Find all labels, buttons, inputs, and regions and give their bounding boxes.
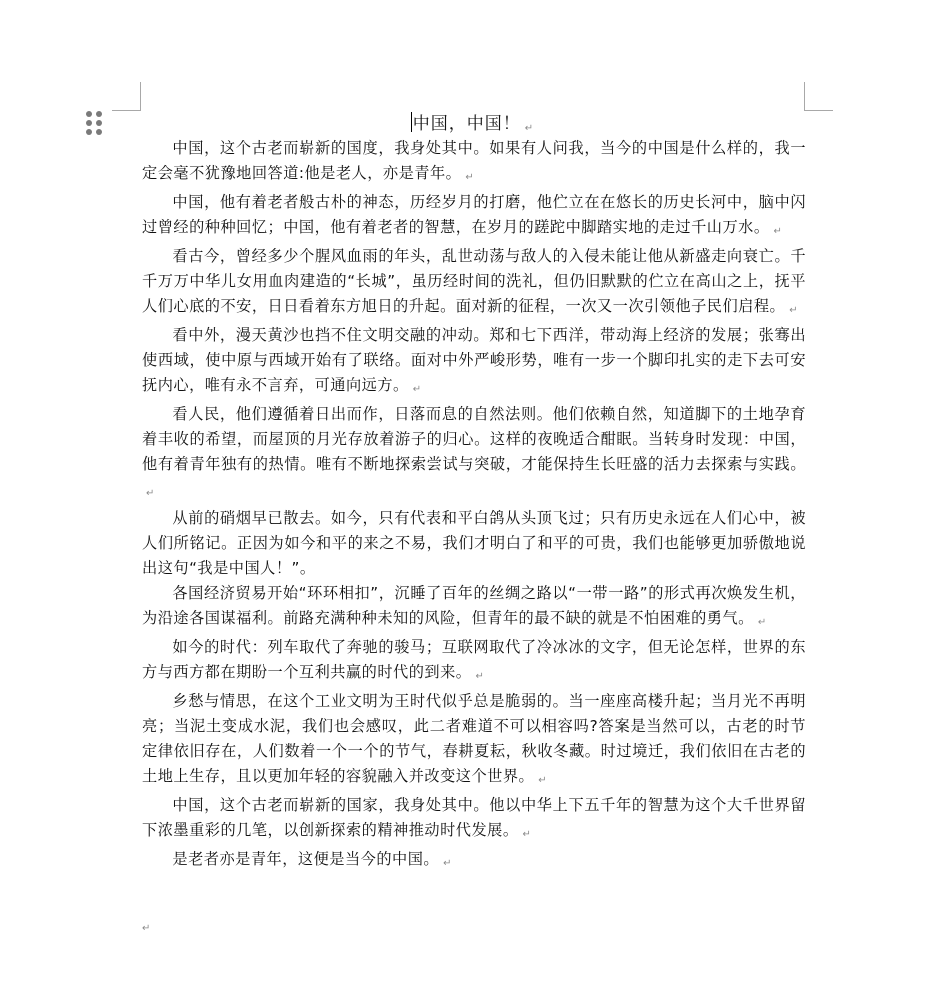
paragraph-mark-icon: ↵ — [142, 923, 151, 934]
paragraph-text: 中国，这个古老而崭新的国度，我身处其中。如果有人问我，当今的中国是什么样的，我一定会毫不犹豫地回答道:他是老人，亦是青年。 — [142, 139, 806, 182]
paragraph-mark-icon: ↵ — [412, 384, 422, 395]
paragraph-text: 看中外，漫天黄沙也挡不住文明交融的冲动。郑和七下西洋，带动海上经济的发展；张骞出使西域，使中原与西域开始有了联络。面对中外严峻形势，唯有一步一个脚印扎实的走下去可安抚内心，唯有永不言弃，可通向远方。 — [142, 326, 806, 394]
top-left-margin-marker — [112, 82, 141, 111]
paragraph — [142, 847, 806, 876]
paragraph — [142, 635, 806, 689]
paragraph-text: 中国，这个古老而崭新的国家，我身处其中。他以中华上下五千年的智慧为这个大千世界留下浓墨重彩的几笔，以创新探索的精神推动时代发展。 — [142, 796, 806, 839]
paragraph-text: 中国，他有着老者般古朴的神态，历经岁月的打磨，他伫立在在悠长的历史长河中，脑中闪过曾经的种种回忆；中国，他有着老者的智慧，在岁月的蹉跎中脚踏实地的走过千山万水。 — [142, 193, 806, 236]
paragraph — [142, 506, 806, 581]
empty-paragraph[interactable] — [142, 914, 150, 934]
paragraph-mark-icon: ↵ — [443, 858, 452, 869]
paragraph — [142, 323, 806, 402]
paragraph-text: 乡愁与情思，在这个工业文明为王时代似乎总是脆弱的。当一座座高楼升起；当月光不再明亮；当泥土变成水泥，我们也会感叹，此二者难道不可以相容吗?答案是当然可以，古老的时节定律依旧存在，人们数着一个一个的节气，春耕夏耘，秋收冬藏。时过境迁，我们依旧在古老的土地上生存，且以更加年轻的容貌融入并改变这个世界。 — [142, 692, 806, 785]
paragraph — [142, 689, 806, 793]
paragraph-mark-icon: ↵ — [146, 488, 155, 499]
paragraph-mark-icon: ↵ — [757, 617, 767, 628]
paragraph-mark-icon: ↵ — [538, 775, 548, 786]
paragraph-mark-icon: ↵ — [522, 829, 532, 840]
paragraph-mark-icon: ↵ — [475, 671, 485, 682]
paragraph — [142, 190, 806, 244]
paragraph — [142, 244, 806, 323]
paragraph — [142, 793, 806, 847]
paragraph-text: 看人民，他们遵循着日出而作，日落而息的自然法则。他们依赖自然，知道脚下的土地孕育着丰收的希望，而屋顶的月光存放着游子的归心。这样的夜晚适合酣眠。当转身时发现：中国，他有着青年独有的热情。唯有不断地探索尝试与突破，才能保持生长旺盛的活力去探索与实践。 — [142, 405, 806, 473]
paragraph-text: 是老者亦是青年，这便是当今的中国。 — [172, 850, 440, 868]
top-right-margin-marker — [804, 82, 833, 111]
paragraph-text: 看古今，曾经多少个腥风血雨的年头，乱世动荡与敌人的入侵未能让他从新盛走向衰亡。千千万万中华儿女用血肉建造的“长城”，虽历经时间的洗礼，但仍旧默默的伫立在高山之上，抚平人们心底的不安，日日看着东方旭日的升起。面对新的征程，一次又一次引领他子民们启程。 — [142, 247, 806, 315]
paragraph-text: 各国经济贸易开始“环环相扣”，沉睡了百年的丝绸之路以“一带一路”的形式再次焕发生机，为沿途各国谋福利。前路充满种种未知的风险，但青年的最不缺的就是不怕困难的勇气。 — [142, 584, 806, 627]
document-title: 中国，中国！ — [412, 114, 521, 134]
paragraph-mark-icon: ↵ — [524, 123, 535, 134]
text-cursor — [411, 112, 412, 132]
paragraph — [142, 136, 806, 190]
document-body[interactable] — [142, 136, 806, 876]
paragraph-text: 从前的硝烟早已散去。如今，只有代表和平白鸽从头顶飞过；只有历史永远在人们心中，被人们所铭记。正因为如今和平的来之不易，我们才明白了和平的可贵，我们也能够更加骄傲地说出这句“我是中国人！”。 — [142, 509, 806, 577]
paragraph-mark-icon: ↵ — [789, 305, 799, 316]
paragraph-mark-icon: ↵ — [465, 172, 475, 183]
paragraph — [142, 402, 806, 506]
paragraph — [142, 581, 806, 635]
paragraph-mark-icon: ↵ — [773, 226, 783, 237]
paragraph-text: 如今的时代：列车取代了奔驰的骏马；互联网取代了冷冰冰的文字，但无论怎样，世界的东方与西方都在期盼一个互利共赢的时代的到来。 — [142, 638, 806, 681]
